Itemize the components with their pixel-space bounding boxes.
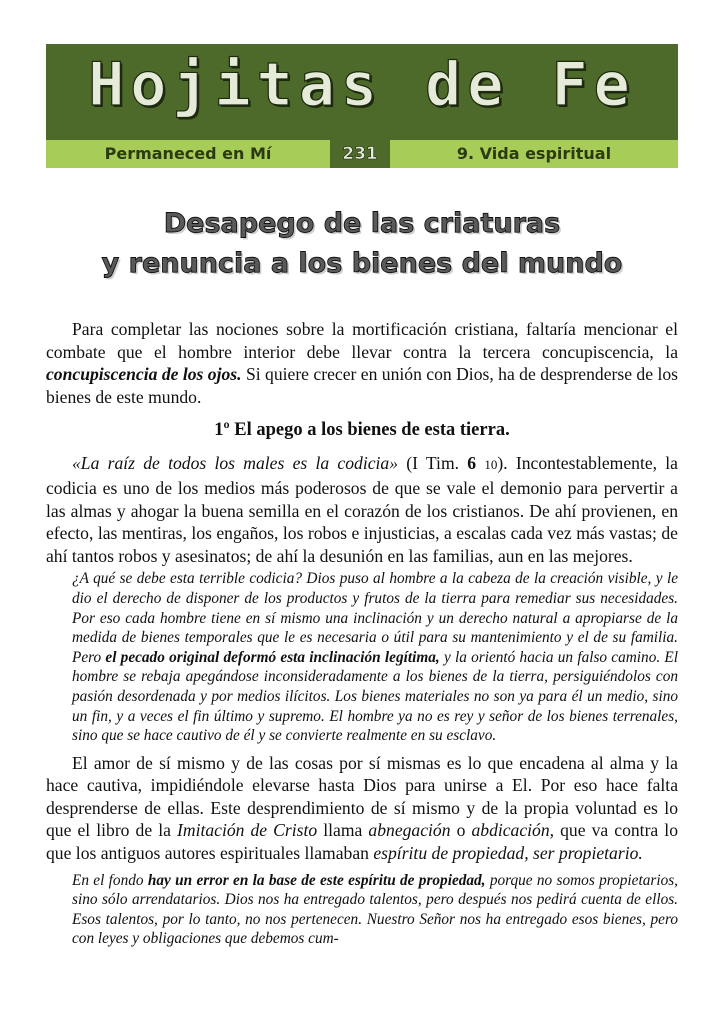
- intro-text: Para completar las nociones sobre la mortificación cristiana, faltaría mencionar el combate que el hombre interior debe llevar contra la tercera concupiscencia, la: [46, 319, 678, 362]
- quote2-text: En el fondo: [72, 871, 148, 889]
- article-title: [46, 204, 678, 284]
- p3-text-c: llama: [317, 820, 369, 841]
- paragraph-codicia: [46, 452, 678, 567]
- intro-text-end: Si quiere crecer en unión con Dios, ha de desprenderse de los bienes de este mundo.: [46, 364, 678, 407]
- quote2-text-end: porque no somos propietarios, sino sólo arrendatarios. Dios nos ha entregado talentos, pero después nos pedirá cuenta de ellos. Esos talentos, por lo tanto, no nos pertenecen. Nuestro Señor nos ha entregado esos bienes, pero con leyes y obligaciones que debemos cum-: [72, 871, 678, 948]
- term-espiritu-propiedad: espíritu de propiedad, ser propietario.: [373, 843, 643, 864]
- section-heading: 1º El apego a los bienes de esta tierra.: [214, 420, 510, 441]
- section-label: 9. Vida espiritual: [456, 144, 612, 163]
- masthead-strip: [46, 140, 678, 168]
- quote2-emphasis: hay un error en la base de este espíritu de propiedad,: [147, 871, 486, 889]
- paragraph-amor: [46, 752, 678, 865]
- quote1-text-end: y la orientó hacia un falso camino. El hombre se rebaja apegándose inconsideradamente a los bienes de la tierra, persiguiéndolos con pasión desordenada y por medios ilícitos. Los bienes materiales no son ya para él un medio, sino un fin, y a veces el fin último y supremo. El hombre ya no es rey y señor de los bienes terrenales, sino que se hace cautivo de él y se convierte realmente en su esclavo.: [72, 648, 678, 745]
- citation-chapter: 6: [467, 453, 477, 474]
- article-title-line-2: y renuncia a los bienes del mundo: [101, 248, 623, 279]
- article-title-line-1: Desapego de las criaturas: [163, 208, 561, 239]
- citation-open: (I Tim.: [398, 453, 468, 474]
- quote1-text: ¿A qué se debe esta terrible codicia? Dios puso al hombre a la cabeza de la creación visible, y le dio el derecho de disponer de los productos y frutos de la tierra para remediar sus necesidades. Por eso cada hombre tiene en sí mismo una inclinación y un derecho natural a apropiarse de la medida de bienes temporales que le es necesaria o útil para su mantenimiento y el de su familia. Pero: [72, 570, 678, 666]
- intro-paragraph: [46, 318, 678, 408]
- term-abnegacion: abnegación: [368, 820, 451, 841]
- intro-emphasis: concupiscencia de los ojos.: [46, 364, 242, 385]
- block-quote-2: [46, 871, 678, 949]
- citation-verse: 10: [484, 457, 498, 473]
- p3-text-e: o: [450, 820, 472, 841]
- book-title: Imitación de Cristo: [177, 820, 318, 841]
- masthead-banner: [46, 44, 678, 140]
- term-abdicacion: abdicación,: [471, 820, 555, 841]
- collection-label: Permaneced en Mí: [104, 144, 272, 163]
- p3-text-a: El amor de sí mismo y de las cosas por sí mismas es lo que encadena al alma y la hace cautiva, impidiéndole elevarse hasta Dios para unirse a El. Por eso hace falta desprenderse de ellas. Este desprendimiento de sí mismo y de la propia voluntad es lo que el libro de la: [46, 752, 678, 841]
- scripture-quote: «La raíz de todos los males es la codicia»: [72, 453, 399, 474]
- block-quote-1: [46, 569, 678, 745]
- p3-text-g: que va contra lo que los antiguos autores espirituales llamaban: [46, 820, 678, 864]
- article-body: [46, 318, 678, 955]
- paragraph-codicia-text: ). Incontestablemente, la codicia es uno de los medios más poderosos de que se vale el demonio para pervertir a las almas y ahogar la buena semilla en el corazón de los cristianos. De ahí provienen, en efecto, las mentiras, los engaños, los robos e injusticias, a escalas cada vez más vastas; de ahí tantos robos y asesinatos; de ahí la desunión en las familias, aun en las mejores.: [46, 453, 678, 566]
- quote1-emphasis: el pecado original deformó esta inclinación legítima,: [105, 648, 440, 666]
- issue-number: 231: [330, 140, 390, 168]
- publication-title: Hojitas de Fe: [88, 50, 636, 120]
